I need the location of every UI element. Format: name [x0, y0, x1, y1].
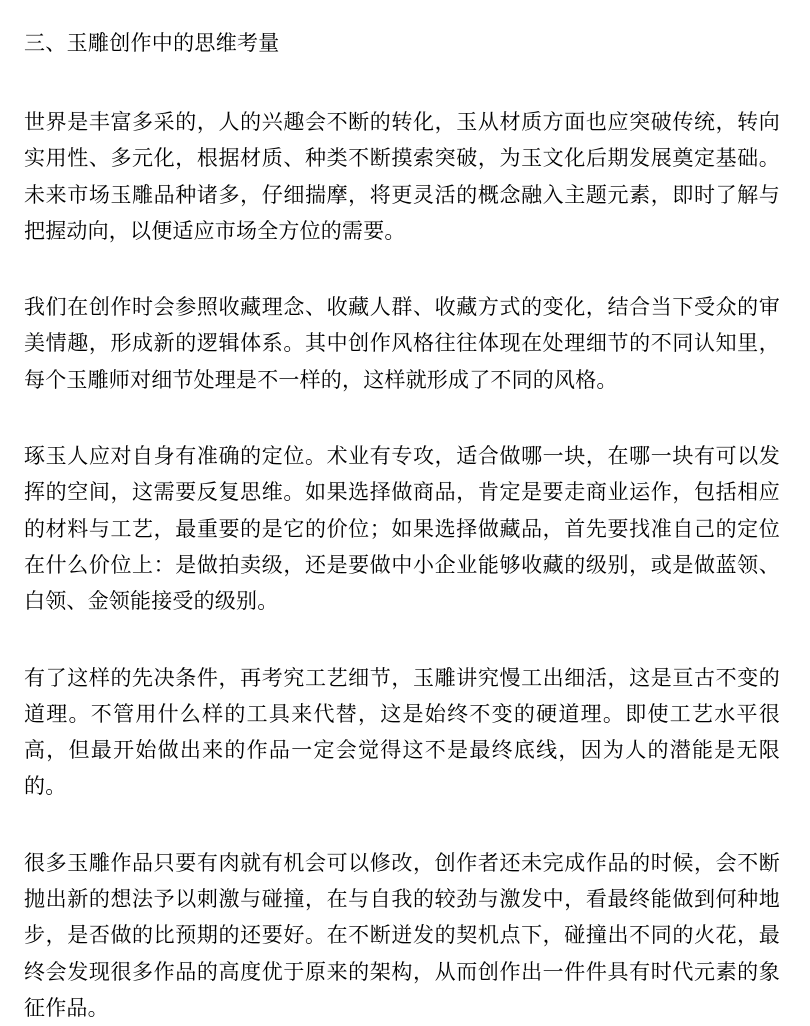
paragraph-5: 很多玉雕作品只要有肉就有机会可以修改，创作者还未完成作品的时候，会不断抛出新的想法予以刺激与碰撞，在与自我的较劲与激发中，看最终能做到何种地步，是否做的比预期的还要好。在不断迸发的契机点下，碰撞出不同的火花，最终会发现很多作品的高度优于原来的架构，从而创作出一件件具有时代元素的象征作品。	[24, 850, 780, 1020]
paragraph-4: 有了这样的先决条件，再考究工艺细节，玉雕讲究慢工出细活，这是亘古不变的道理。不管用什么样的工具来代替，这是始终不变的硬道理。即使工艺水平很高，但最开始做出来的作品一定会觉得这不是最终底线，因为人的潜能是无限的。	[24, 665, 780, 799]
paragraph-3: 琢玉人应对自身有准确的定位。术业有专攻，适合做哪一块，在哪一块有可以发挥的空间，这需要反复思维。如果选择做商品，肯定是要走商业运作，包括相应的材料与工艺，最重要的是它的价位；如果选择做藏品，首先要找准自己的定位在什么价位上：是做拍卖级，还是要做中小企业能够收藏的级别，或是做蓝领、白领、金领能接受的级别。	[24, 444, 780, 614]
article-body	[24, 26, 780, 1026]
paragraph-1: 世界是丰富多采的，人的兴趣会不断的转化，玉从材质方面也应突破传统，转向实用性、多元化，根据材质、种类不断摸索突破，为玉文化后期发展奠定基础。未来市场玉雕品种诸多，仔细揣摩，将更灵活的概念融入主题元素，即时了解与把握动向，以便适应市场全方位的需要。	[24, 110, 780, 243]
paragraph-2: 我们在创作时会参照收藏理念、收藏人群、收藏方式的变化，结合当下受众的审美情趣，形成新的逻辑体系。其中创作风格往往体现在处理细节的不同认知里，每个玉雕师对细节处理是不一样的，这样就形成了不同的风格。	[24, 295, 780, 392]
section-heading: 三、玉雕创作中的思维考量	[24, 31, 280, 55]
